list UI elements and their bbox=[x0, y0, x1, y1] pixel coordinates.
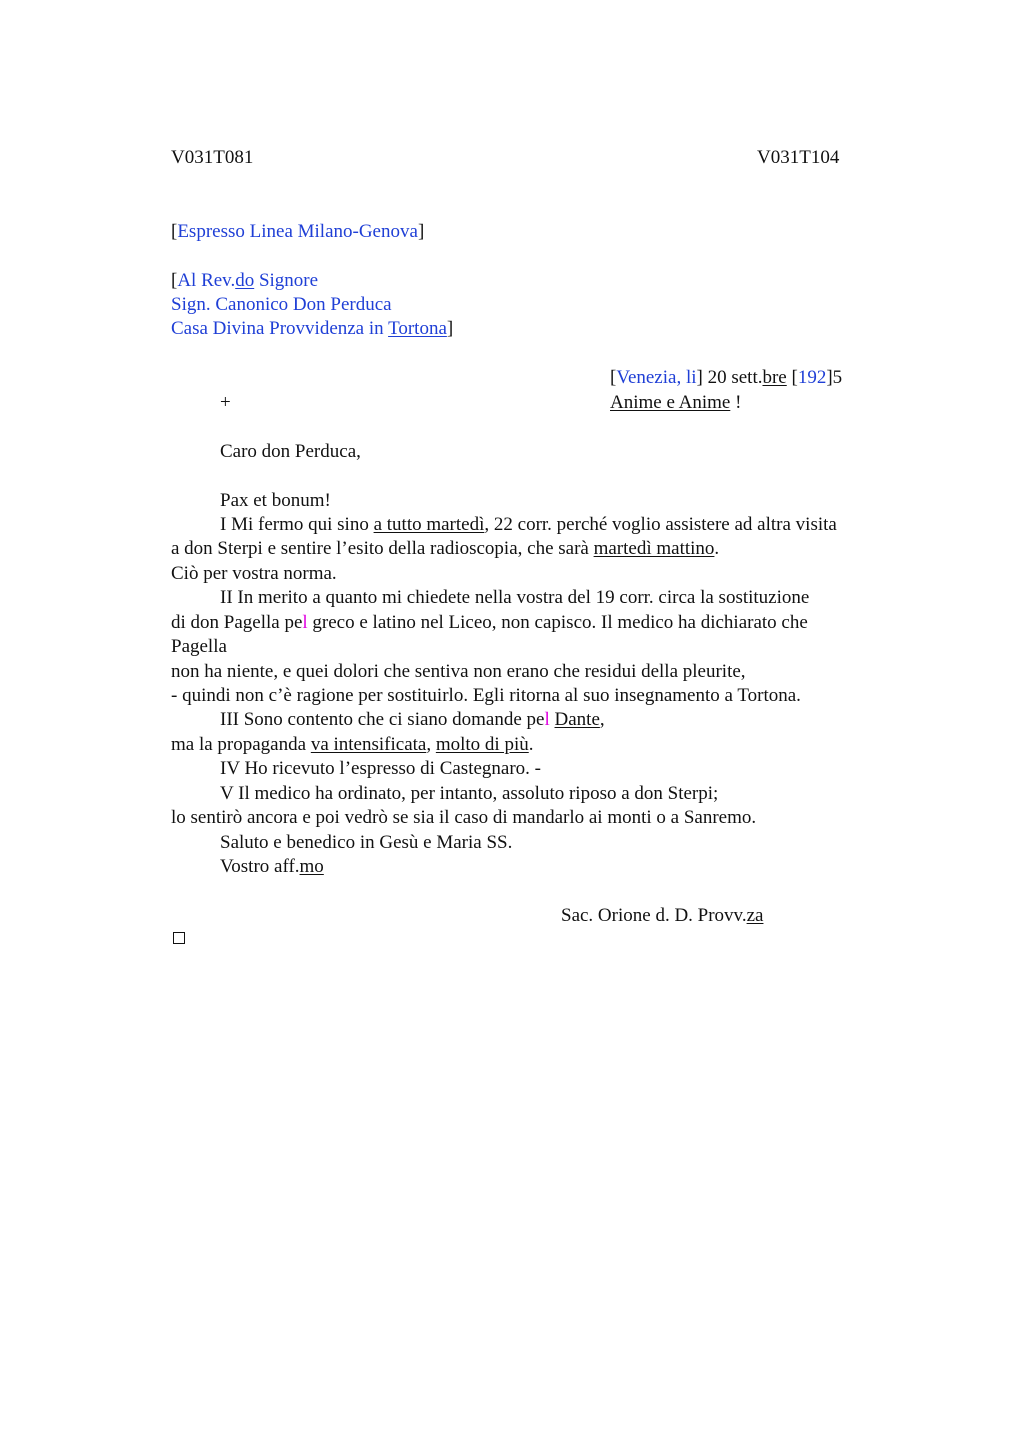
greeting: Pax et bonum! bbox=[220, 490, 331, 511]
salutation: Caro don Perduca, bbox=[220, 441, 361, 462]
body-line: non ha niente, e quei dolori che sentiva non erano che residui della pleurite, bbox=[171, 661, 746, 682]
body-line: di don Pagella pel greco e latino nel Liceo, non capisco. Il medico ha dichiarato che bbox=[171, 612, 808, 633]
address-line-3: Casa Divina Provvidenza in Tortona] bbox=[171, 318, 454, 339]
motto: Anime e Anime ! bbox=[610, 392, 742, 413]
body-line: Ciò per vostra norma. bbox=[171, 563, 337, 584]
signature: Sac. Orione d. D. Provv.za bbox=[561, 905, 764, 926]
body-line: Pagella bbox=[171, 636, 227, 657]
body-line: a don Sterpi e sentire l’esito della radioscopia, che sarà martedì mattino. bbox=[171, 538, 720, 559]
envelope-note: [Espresso Linea Milano-Genova] bbox=[171, 221, 425, 242]
address-line-2: Sign. Canonico Don Perduca bbox=[171, 294, 392, 315]
dateline: [Venezia, li] 20 sett.bre [192]5 bbox=[610, 367, 843, 388]
body-line: - quindi non c’è ragione per sostituirlo. Egli ritorna al suo insegnamento a Tortona. bbox=[171, 685, 801, 706]
body-line: V Il medico ha ordinato, per intanto, assoluto riposo a don Sterpi; bbox=[220, 783, 719, 804]
body-line: I Mi fermo qui sino a tutto martedì, 22 corr. perché voglio assistere ad altra visita bbox=[220, 514, 837, 535]
body-line: lo sentirò ancora e poi vedrò se sia il caso di mandarlo ai monti o a Sanremo. bbox=[171, 807, 757, 828]
cross-mark: + bbox=[220, 392, 231, 413]
address-line-1: [Al Rev.do Signore bbox=[171, 270, 319, 291]
body-line: ma la propaganda va intensificata, molto di più. bbox=[171, 734, 534, 755]
body-line: IV Ho ricevuto l’espresso di Castegnaro. - bbox=[220, 758, 541, 779]
body-line: Saluto e benedico in Gesù e Maria SS. bbox=[220, 832, 513, 853]
doc-id-right: V031T104 bbox=[757, 147, 840, 168]
body-line: II In merito a quanto mi chiedete nella vostra del 19 corr. circa la sostituzione bbox=[220, 587, 810, 608]
doc-id-left: V031T081 bbox=[171, 147, 254, 168]
checkbox-square-icon bbox=[173, 932, 185, 944]
body-line: III Sono contento che ci siano domande pel Dante, bbox=[220, 709, 605, 730]
closing: Vostro aff.mo bbox=[220, 856, 324, 877]
